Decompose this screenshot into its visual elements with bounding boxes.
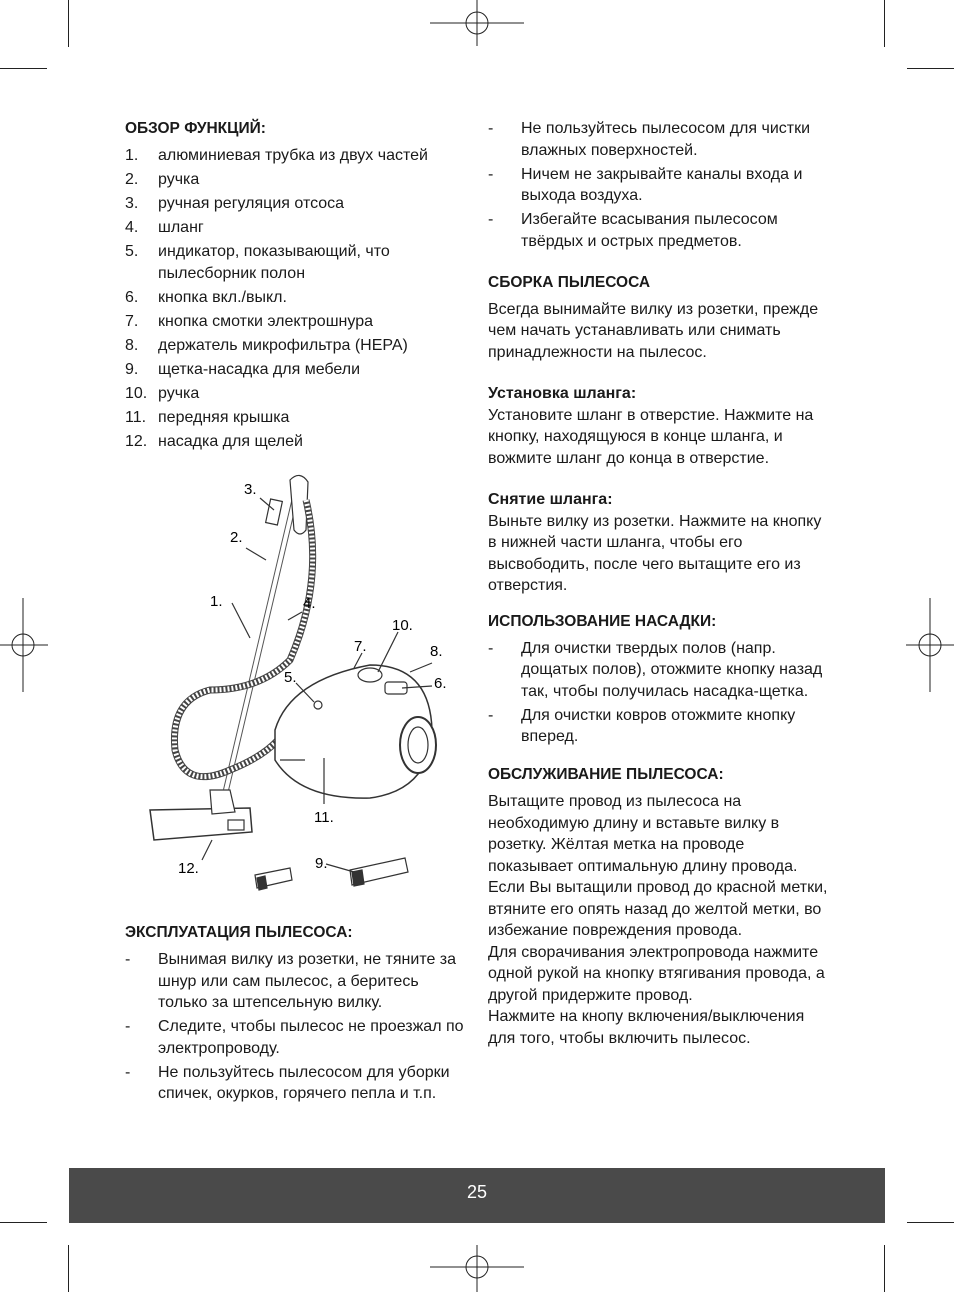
nozzle-heading: ИСПОЛЬЗОВАНИЕ НАСАДКИ: <box>488 612 717 630</box>
figure-label: 1. <box>210 593 223 610</box>
figure-label: 7. <box>354 638 367 655</box>
list-item: 7. кнопка смотки электрошнура <box>125 312 373 330</box>
registration-mark-icon <box>430 0 524 48</box>
list-item: - Для очистки ковров отожмите кнопку вперед. <box>488 706 796 745</box>
hose-install-heading: Установка шланга: <box>488 385 637 402</box>
page-number: 25 <box>466 1182 488 1202</box>
figure-label: 10. <box>392 617 413 634</box>
service-paragraph: Вытащите провод из пылесоса на необходимую длину и вставьте вилку в розетку. Жёлтая метка на проводе показывает оптимальную длину провода. Если Вы вытащили провод до красной метки, втяните его опять назад до желтой метки, во избежание повреждения провода. <box>488 793 828 939</box>
figure-label: 5. <box>284 669 297 686</box>
crop-mark <box>0 68 47 69</box>
figure-label: 11. <box>314 809 334 826</box>
vacuum-cleaner-diagram <box>140 460 450 910</box>
overview-heading: ОБЗОР ФУНКЦИЙ: <box>125 120 266 137</box>
spacer <box>488 597 833 611</box>
hose-remove-heading: Снятие шланга: <box>488 491 613 508</box>
list-item: - Для очистки твердых полов (напр. дощатых полов), отожмите кнопку назад так, чтобы получилась насадка-щетка. <box>488 639 823 700</box>
list-item: 8. держатель микрофильтра (HEPA) <box>125 336 408 354</box>
list-item: - Вынимая вилку из розетки, не тяните за шнур или сам пылесос, а беритесь только за штепсельную вилку. <box>125 951 457 1011</box>
list-item: 10. ручка <box>125 384 200 402</box>
list-item: - Избегайте всасывания пылесосом твёрдых и острых предметов. <box>488 211 778 250</box>
operation-heading: ЭКСПЛУАТАЦИЯ ПЫЛЕСОСА: <box>125 924 353 941</box>
footer-bar <box>69 1168 885 1223</box>
list-item: 3. ручная регуляция отсоса <box>125 195 345 212</box>
crop-mark <box>884 0 885 47</box>
assembly-heading: СБОРКА ПЫЛЕСОСА <box>488 273 651 291</box>
spacer <box>488 363 833 383</box>
right-column <box>488 118 833 1049</box>
service-paragraph: Нажмите на кнопу включения/выключения для того, чтобы включить пылесос. <box>488 1008 805 1047</box>
crop-mark <box>884 1245 885 1292</box>
crop-mark <box>68 0 69 47</box>
list-item: - Ничем не закрывайте каналы входа и выхода воздуха. <box>488 165 803 204</box>
service-heading: ОБСЛУЖИВАНИЕ ПЫЛЕСОСА: <box>488 766 724 783</box>
operation-section <box>125 922 470 1107</box>
list-item: - Не пользуйтесь пылесосом для уборки спичек, окурков, горячего пепла и т.п. <box>125 1063 450 1102</box>
registration-mark-icon <box>906 598 954 692</box>
list-item: - Следите, чтобы пылесос не проезжал по электропроводу. <box>125 1018 464 1057</box>
crop-mark <box>907 1222 954 1223</box>
operation-list <box>125 949 470 1105</box>
registration-mark-icon <box>430 1245 524 1292</box>
figure-label: 12. <box>178 860 199 877</box>
registration-mark-icon <box>0 598 48 692</box>
crop-mark <box>0 1222 47 1223</box>
figure-label: 8. <box>430 643 443 660</box>
spacer <box>488 469 833 489</box>
list-item: 6. кнопка вкл./выкл. <box>125 288 287 306</box>
figure-label: 9. <box>315 855 328 872</box>
crop-mark <box>68 1245 69 1292</box>
list-item: 12. насадка для щелей <box>125 432 303 450</box>
vacuum-cleaner-illustration <box>140 460 450 910</box>
list-item: 4. шланг <box>125 219 204 236</box>
figure-label: 6. <box>434 675 447 692</box>
assembly-text: Всегда вынимайте вилку из розетки, прежде чем начать устанавливать или снимать принадлежности на пылесос. <box>488 300 819 361</box>
hose-install-text: Установите шланг в отверстие. Нажмите на кнопку, находящуюся в конце шланга, и вожмите шланг до конца в отверстие. <box>488 406 814 467</box>
list-item: 1. алюминиевая трубка из двух частей <box>125 147 428 164</box>
crop-mark <box>907 68 954 69</box>
left-column <box>125 118 470 455</box>
overview-list <box>125 145 470 452</box>
list-item: 5. индикатор, показывающий, что пылесборник полон <box>125 243 390 282</box>
list-item: - Не пользуйтесь пылесосом для чистки влажных поверхностей. <box>488 120 811 159</box>
list-item: 9. щетка-насадка для мебели <box>125 360 361 378</box>
figure-label: 2. <box>230 529 243 546</box>
spacer <box>488 750 833 764</box>
figure-label: 3. <box>244 481 257 498</box>
spacer <box>488 255 833 272</box>
service-paragraph: Для сворачивания электропровода нажмите одной рукой на кнопку втягивания провода, а другой придержите провод. <box>488 943 825 1004</box>
figure-label: 4. <box>303 595 316 612</box>
list-item: 2. ручка <box>125 171 200 188</box>
list-item: 11. передняя крышка <box>125 408 290 426</box>
nozzle-list <box>488 638 833 748</box>
hose-remove-text: Выньте вилку из розетки. Нажмите на кнопку в нижней части шланга, чтобы его высвободить, после чего вытащите его из отверстия. <box>488 512 822 594</box>
precautions-list <box>488 118 833 252</box>
